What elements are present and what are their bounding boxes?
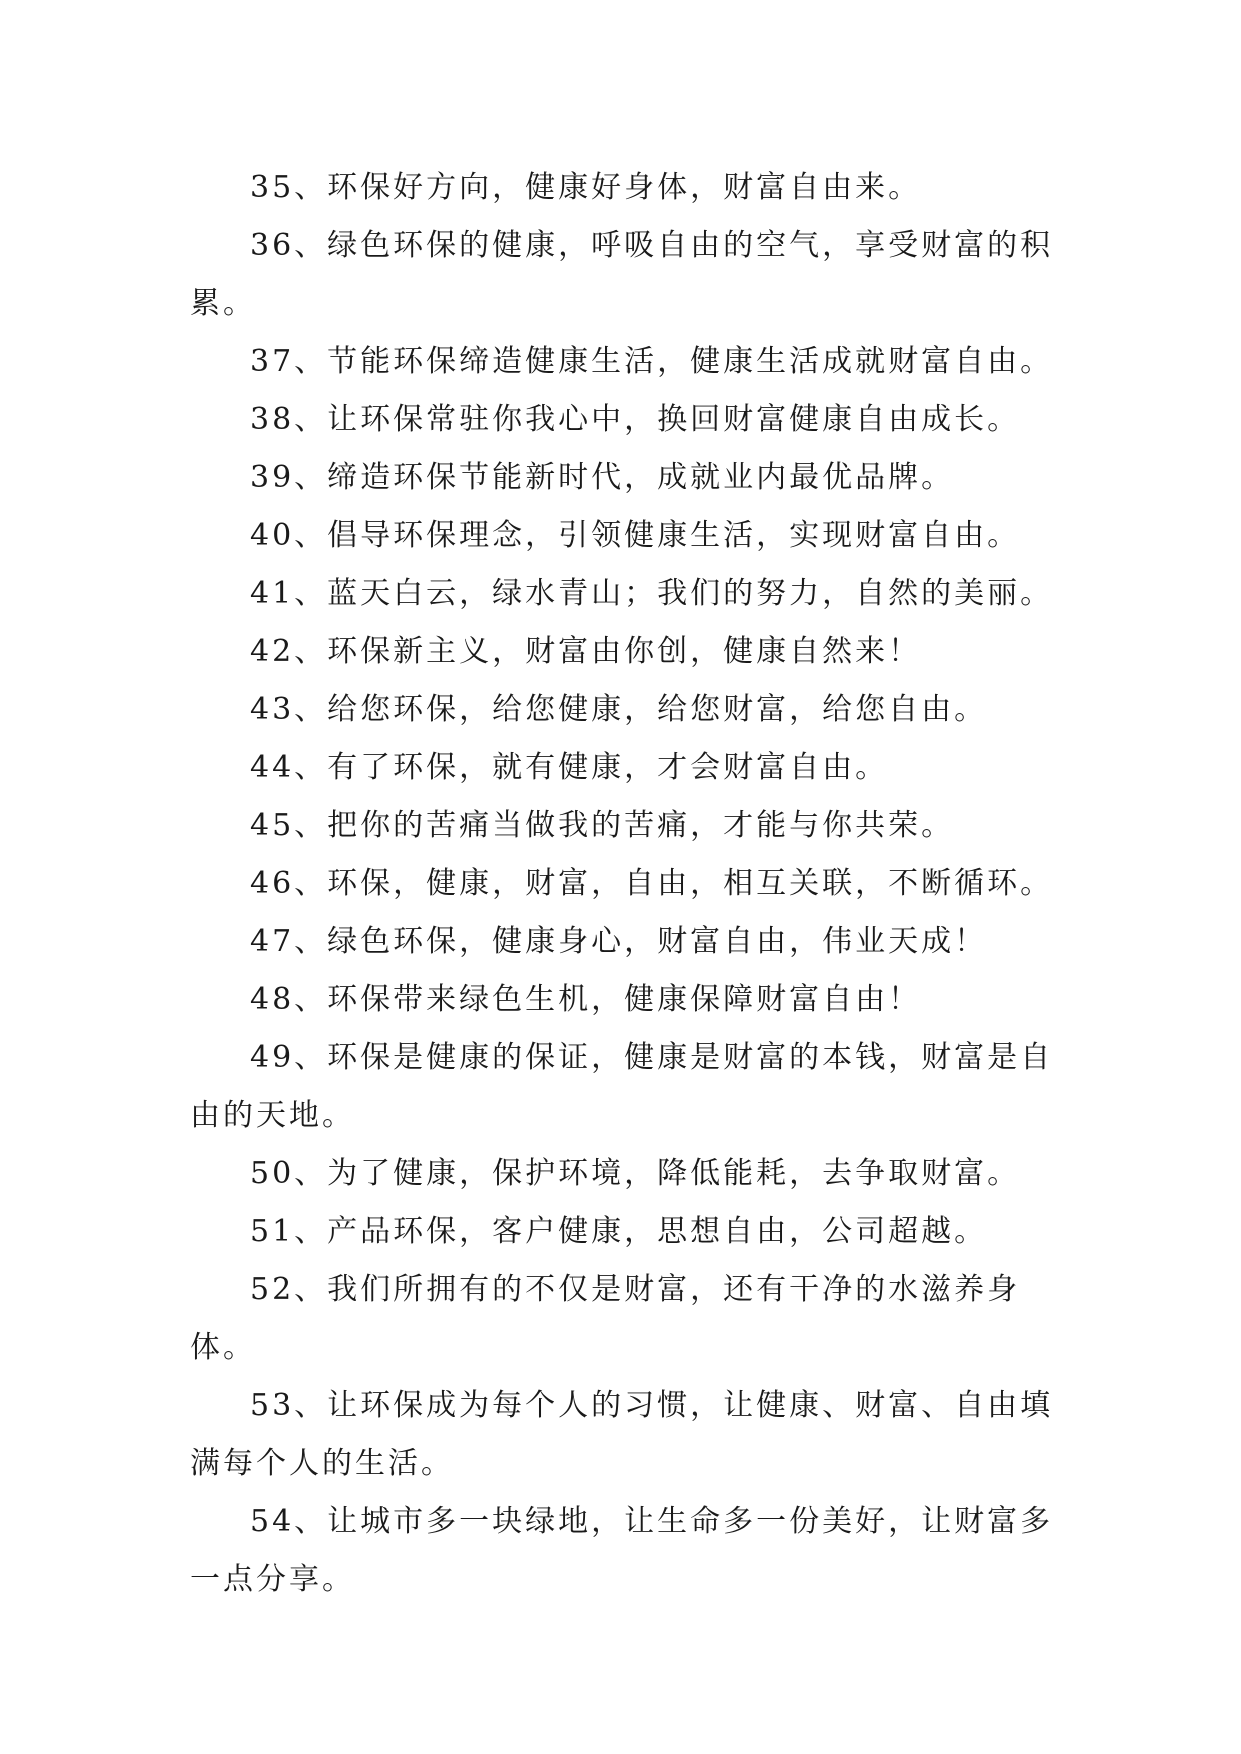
- paragraph-42: 42、环保新主义，财富由你创，健康自然来！: [250, 634, 922, 669]
- paragraph-38: 38、让环保常驻你我心中，换回财富健康自由成长。: [250, 402, 1021, 437]
- paragraph-52: 52、我们所拥有的不仅是财富，还有干净的水滋养身体。: [190, 1272, 1021, 1365]
- paragraph-51: 51、产品环保，客户健康，思想自由，公司超越。: [250, 1214, 988, 1249]
- paragraph-37: 37、节能环保缔造健康生活，健康生活成就财富自由。: [250, 344, 1054, 379]
- paragraph-46: 46、环保，健康，财富，自由，相互关联，不断循环。: [250, 866, 1054, 901]
- paragraph-50: 50、为了健康，保护环境，降低能耗，去争取财富。: [250, 1156, 1021, 1191]
- paragraph-54: 54、让城市多一块绿地，让生命多一份美好，让财富多一点分享。: [190, 1504, 1054, 1597]
- paragraph-40: 40、倡导环保理念，引领健康生活，实现财富自由。: [250, 518, 1021, 553]
- paragraph-39: 39、缔造环保节能新时代，成就业内最优品牌。: [250, 460, 955, 495]
- paragraph-49: 49、环保是健康的保证，健康是财富的本钱，财富是自由的天地。: [190, 1040, 1054, 1133]
- paragraph-41: 41、蓝天白云，绿水青山；我们的努力，自然的美丽。: [250, 576, 1054, 611]
- paragraph-53: 53、让环保成为每个人的习惯，让健康、财富、自由填满每个人的生活。: [190, 1388, 1054, 1481]
- paragraph-47: 47、绿色环保，健康身心，财富自由，伟业天成！: [250, 924, 988, 959]
- paragraph-48: 48、环保带来绿色生机，健康保障财富自由！: [250, 982, 922, 1017]
- paragraph-45: 45、把你的苦痛当做我的苦痛，才能与你共荣。: [250, 808, 955, 843]
- paragraph-43: 43、给您环保，给您健康，给您财富，给您自由。: [250, 692, 988, 727]
- document-body: [190, 159, 1060, 1609]
- paragraph-35: 35、环保好方向，健康好身体，财富自由来。: [250, 170, 922, 205]
- paragraph-44: 44、有了环保，就有健康，才会财富自由。: [250, 750, 889, 785]
- paragraph-36: 36、绿色环保的健康，呼吸自由的空气，享受财富的积累。: [190, 228, 1054, 321]
